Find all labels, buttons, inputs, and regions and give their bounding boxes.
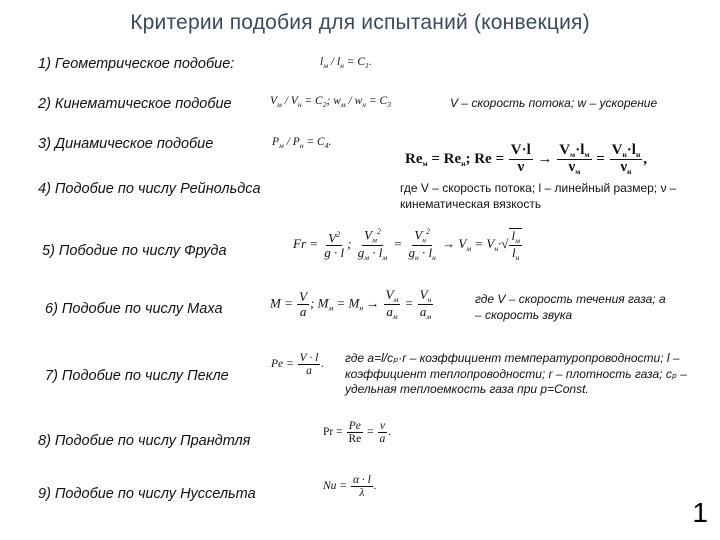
page-number: 1	[692, 497, 708, 528]
item-6-note: где V – скорость течения газа; a – скорость звука	[475, 292, 666, 322]
item-6-label: 6) Подобие по числу Маха	[45, 301, 223, 317]
item-3-formula: $P_м / P_н = C_4$.	[272, 136, 332, 150]
item-4-formula: $Re_м = Re_н$; Re = $\frac{V\cdot l}{\nu}$ → $\frac{V_м\cdot l_м}{\nu_м}$ = $\frac{V_н\cdot l_н}{\nu_н}$ ,	[405, 142, 648, 176]
item-3-label: 3) Динамическое подобие	[38, 136, 214, 152]
item-6-formula: M = $\frac{V}{a}$ ; $M_м = M_н$ → $\frac{V_м}{a_м}$ = $\frac{V_н}{a_м}$	[270, 287, 432, 321]
item-4-label: 4) Подобие по числу Рейнольдса	[38, 181, 261, 197]
item-9-label: 9) Подобие по числу Нуссельта	[38, 486, 256, 502]
item-5-label: 5) Пободие по числу Фруда	[42, 243, 227, 259]
item-2-note: V – скорость потока; w – ускорение	[450, 96, 658, 110]
item-7-formula: Pe = $\frac{V \cdot l}{a}$ .	[271, 352, 325, 378]
page-title: Критерии подобия для испытаний (конвекция)	[130, 11, 590, 34]
item-1-formula: $l_м / l_н = C_1$.	[320, 56, 372, 70]
item-1-label: 1) Геометрическое подобие:	[38, 56, 235, 72]
item-8-label: 8) Подобие по числу Прандтля	[38, 433, 251, 449]
item-7-note: где a=l/cₚ·r – коэффициент температуропроводности; l – коэффициент теплопроводности; r – плотность газа; cₚ – удельная теплоемкость газа при p=Const.	[345, 351, 687, 396]
item-2-formula: $V_м / V_н = C_2$; $w_м / w_н = C_3$	[270, 95, 391, 109]
item-5-formula: Fr = $\frac{V^2}{g \cdot l}$ ; $\frac{V_м^2}{g_м \cdot l_м}$ = $\frac{V_н^2}{g_н \cdot l_н}$ → $V_м = V_н\cdot√$ $\frac{l_м}{l_н}$	[293, 227, 520, 262]
item-4-note: где V – скорость потока; l – линейный размер; ν – кинематическая вязкость	[400, 181, 677, 211]
item-8-formula: Pr = $\frac{Pe}{Re}$ = $\frac{\nu}{a}$ .	[323, 420, 392, 446]
item-9-formula: Nu = $\frac{\alpha \cdot l}{\lambda}$ .	[323, 474, 377, 500]
item-7-label: 7) Подобие по числу Пекле	[45, 368, 229, 384]
item-2-label: 2) Кинематическое подобие	[38, 96, 232, 112]
